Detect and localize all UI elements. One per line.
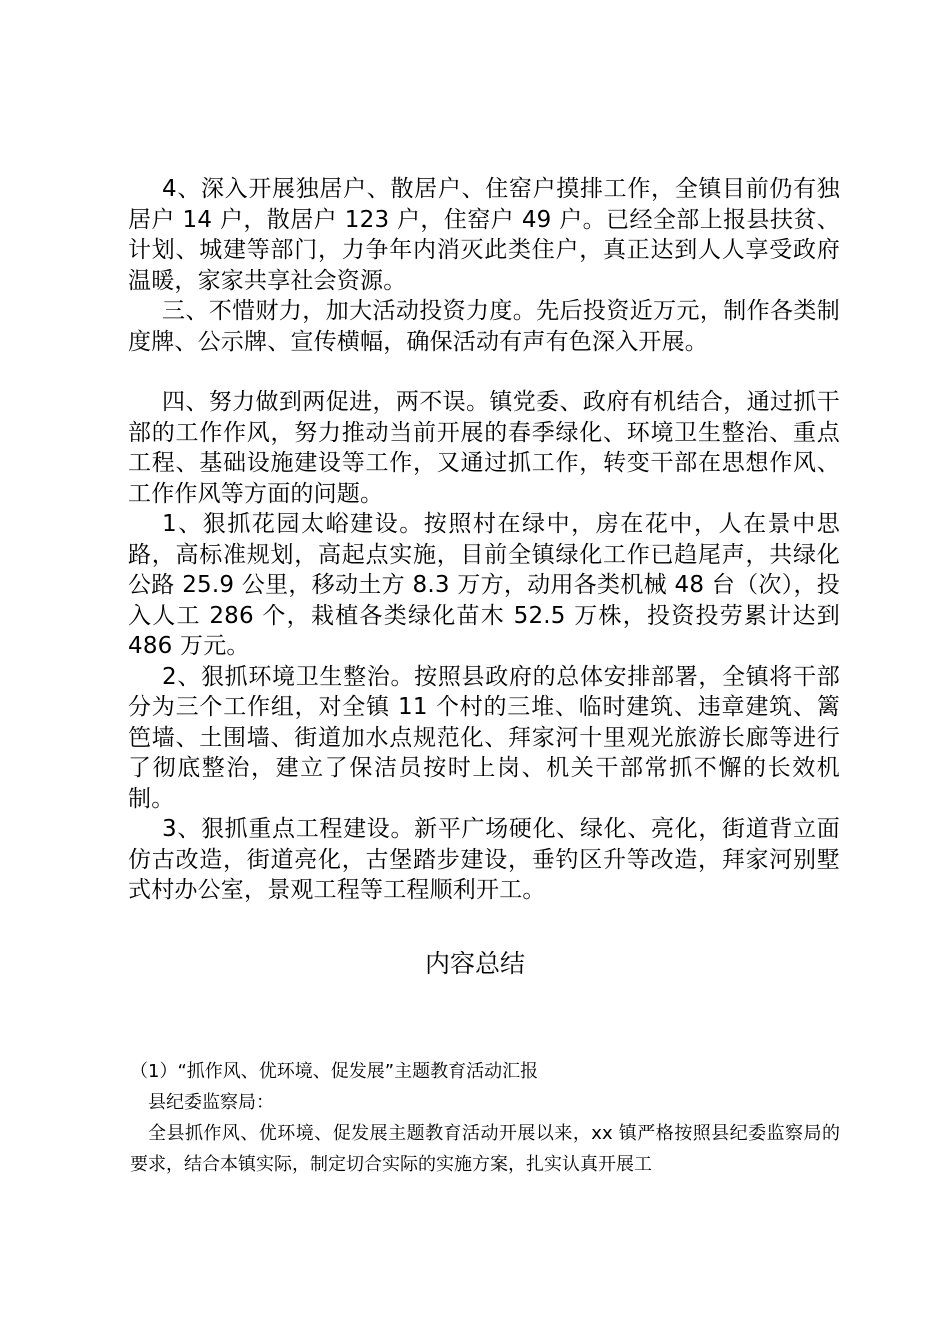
paragraph-key-projects: 3、狠抓重点工程建设。新平广场硬化、绿化、亮化，街道背立面仿古改造，街道亮化，古堡踏步建设，垂钓区升等改造，拜家河别墅式村办公室，景观工程等工程顺利开工。 xyxy=(128,816,840,903)
document-body xyxy=(128,174,840,906)
summary-title: 内容总结 xyxy=(424,949,525,978)
summary-addressee: 县纪委监察局： xyxy=(148,1092,274,1113)
summary-text: 全县抓作风、优环境、促发展主题教育活动开展以来，xx 镇严格按照县纪委监察局的要求，结合本镇实际，制定切合实际的实施方案，扎实认真开展工 xyxy=(130,1123,840,1175)
paragraph-two-promotions: 四、努力做到两促进，两不误。镇党委、政府有机结合，通过抓干部的工作作风，努力推动当前开展的春季绿化、环境卫生整治、重点工程、基础设施建设等工作，又通过抓工作，转变干部在思想作风、工作作风等方面的问题。 xyxy=(128,389,840,507)
summary-heading: （1）“抓作风、优环境、促发展”主题教育活动汇报 xyxy=(130,1061,539,1082)
paragraph-investment: 三、不惜财力，加大活动投资力度。先后投资近万元，制作各类制度牌、公示牌、宣传横幅，确保活动有声有色深入开展。 xyxy=(128,298,840,355)
paragraph-environment-sanitation: 2、狠抓环境卫生整治。按照县政府的总体安排部署，全镇将干部分为三个工作组，对全镇 11 个村的三堆、临时建筑、违章建筑、篱笆墙、土围墙、街道加水点规范化、拜家河十里观光旅游长廊等进行了彻底整治，建立了保洁员按时上岗、机关干部常抓不懈的长效机制。 xyxy=(128,663,840,812)
summary-section xyxy=(130,1056,840,1180)
paragraph-garden-construction: 1、狠抓花园太峪建设。按照村在绿中，房在花中，人在景中思路，高标准规划，高起点实施，目前全镇绿化工作已趋尾声，共绿化公路 25.9 公里，移动土方 8.3 万方，动用各类机械 48 台（次），投入人工 286 个，栽植各类绿化苗木 52.5 万株，投资投劳累计达到 486 万元。 xyxy=(128,511,840,659)
paragraph-spacer xyxy=(128,357,840,387)
paragraph-survey: 4、深入开展独居户、散居户、住窑户摸排工作，全镇目前仍有独居户 14 户，散居户 123 户，住窑户 49 户。已经全部上报县扶贫、计划、城建等部门，力争年内消灭此类住户，真正达到人人享受政府温暖，家家共享社会资源。 xyxy=(128,176,840,294)
